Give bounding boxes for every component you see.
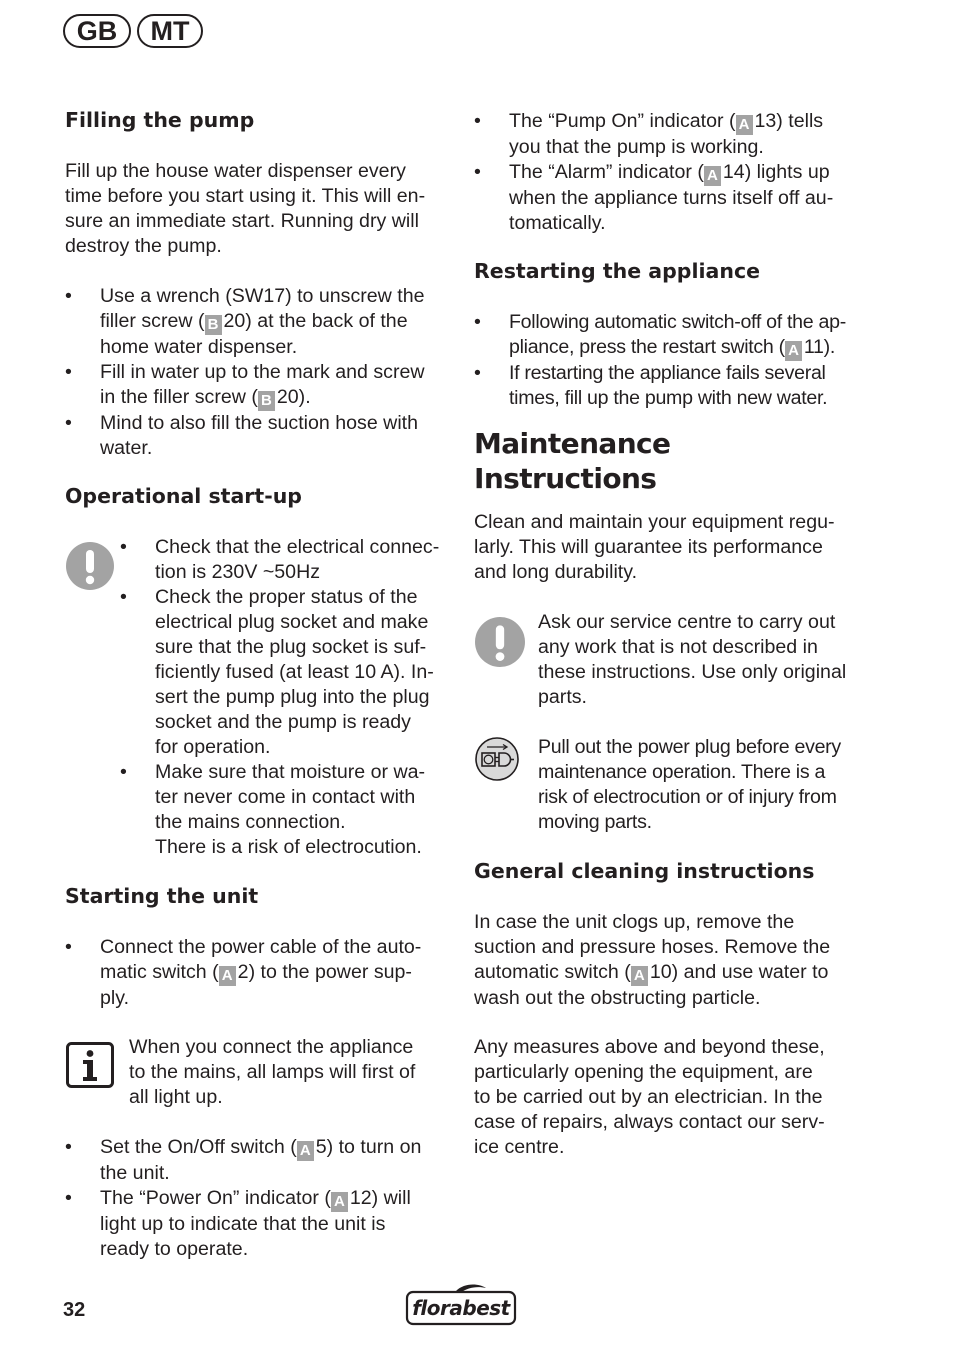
list-item — [65, 360, 455, 411]
unplug-note — [538, 735, 868, 835]
figure-ref-badge: A — [297, 1141, 314, 1161]
list-item — [474, 160, 874, 236]
bullet-glyph: • — [120, 586, 127, 608]
heading-general-cleaning-instructions: General cleaning instructions — [474, 859, 815, 883]
heading-operational-start-up: Operational start-up — [65, 484, 302, 508]
list-item — [120, 535, 455, 585]
operational-bullet-list — [120, 535, 455, 860]
text-line — [474, 960, 874, 986]
list-item — [120, 760, 455, 860]
figure-ref-badge: A — [331, 1192, 348, 1212]
info-icon — [66, 1042, 114, 1088]
text-line: Check that the electrical connec- — [155, 536, 440, 558]
maintenance-title — [474, 426, 670, 496]
bullet-glyph: • — [120, 536, 127, 558]
figure-ref-badge: B — [205, 315, 222, 335]
text-span: matic switch ( — [100, 961, 219, 983]
cleaning-paragraph-1 — [474, 910, 874, 1011]
bullet-glyph: • — [65, 412, 72, 434]
text-line: There is a risk of electrocution. — [155, 836, 422, 858]
text-line: tomatically. — [509, 212, 606, 234]
text-line: for operation. — [155, 736, 271, 758]
text-line: sure an immediate start. Running dry will — [65, 210, 419, 232]
text-line — [509, 335, 874, 361]
text-line: Fill up the house water dispenser every — [65, 160, 406, 182]
text-span: The “Power On” indicator ( — [100, 1187, 331, 1209]
maintenance-paragraph — [474, 510, 874, 585]
text-line: you that the pump is working. — [509, 136, 764, 158]
text-line — [509, 160, 874, 186]
figure-ref-badge: A — [704, 166, 721, 186]
text-line: moving parts. — [538, 811, 652, 833]
text-line: Make sure that moisture or wa- — [155, 761, 426, 783]
text-line: any work that is not described in — [538, 636, 818, 658]
text-span: 5) to turn on — [315, 1136, 422, 1158]
list-item — [474, 109, 874, 160]
florabest-logo — [404, 1282, 518, 1328]
heading-filling-the-pump: Filling the pump — [65, 108, 255, 132]
text-line: Check the proper status of the — [155, 586, 418, 608]
list-item — [65, 411, 455, 461]
text-line: case of repairs, always contact our serv- — [474, 1111, 825, 1133]
bullet-glyph: • — [65, 1187, 72, 1209]
list-item — [65, 1186, 455, 1262]
text-line — [100, 960, 455, 986]
figure-ref-badge: A — [219, 966, 236, 986]
bullet-glyph: • — [65, 936, 72, 958]
text-line: sure that the plug socket is suf- — [155, 636, 427, 658]
heading-starting-the-unit: Starting the unit — [65, 884, 259, 908]
text-span: 13) tells — [754, 110, 824, 132]
heading-restarting-the-appliance: Restarting the appliance — [474, 259, 761, 283]
indicator-bullet-list — [474, 109, 874, 236]
text-line: Mind to also fill the suction hose with — [100, 412, 419, 434]
text-line: light up to indicate that the unit is — [100, 1213, 386, 1235]
text-line: Following automatic switch-off of the ap- — [509, 311, 846, 333]
text-line: Use a wrench (SW17) to unscrew the — [100, 285, 425, 307]
text-line: wash out the obstructing particle. — [474, 987, 761, 1009]
text-span: 20). — [276, 386, 311, 408]
warning-exclamation-icon — [475, 617, 525, 667]
text-span: 12) will — [349, 1187, 411, 1209]
lang-badge-gb: GB — [63, 14, 131, 48]
text-line: tion is 230V ~50Hz — [155, 561, 321, 583]
text-line: ply. — [100, 987, 130, 1009]
text-line: the mains connection. — [155, 811, 346, 833]
text-line: destroy the pump. — [65, 235, 222, 257]
text-span: 2) to the power sup- — [237, 961, 412, 983]
bullet-glyph: • — [474, 110, 481, 132]
text-line: Ask our service centre to carry out — [538, 611, 836, 633]
text-line: water. — [100, 437, 153, 459]
text-line: times, fill up the pump with new water. — [509, 387, 828, 409]
text-span: in the filler screw ( — [100, 386, 258, 408]
text-line: time before you start using it. This will en- — [65, 185, 426, 207]
text-line: Connect the power cable of the auto- — [100, 936, 422, 958]
text-line: all light up. — [129, 1086, 223, 1108]
text-line: to be carried out by an electrician. In the — [474, 1086, 823, 1108]
text-line: ficiently fused (at least 10 A). In- — [155, 661, 434, 683]
restarting-bullet-list — [474, 310, 874, 411]
lang-badge-mt: MT — [137, 14, 203, 48]
bullet-glyph: • — [474, 362, 481, 384]
text-line: maintenance operation. There is a — [538, 761, 826, 783]
text-line: to the mains, all lamps will first of — [129, 1061, 416, 1083]
text-line: ter never come in contact with — [155, 786, 416, 808]
text-line — [100, 1186, 455, 1212]
text-line: these instructions. Use only original — [538, 661, 847, 683]
text-line: parts. — [538, 686, 588, 708]
figure-ref-badge: B — [258, 391, 275, 411]
cleaning-paragraph-2 — [474, 1035, 874, 1160]
text-line: home water dispenser. — [100, 336, 298, 358]
text-line — [100, 1135, 455, 1161]
text-line: Clean and maintain your equipment regu- — [474, 511, 835, 533]
warning-exclamation-icon — [66, 542, 114, 590]
title-line: Instructions — [474, 462, 657, 495]
bullet-glyph: • — [65, 361, 72, 383]
page-number: 32 — [63, 1299, 86, 1321]
text-line — [100, 385, 455, 411]
text-span: 20) at the back of the — [223, 310, 408, 332]
list-item — [474, 310, 874, 361]
text-line: When you connect the appliance — [129, 1036, 414, 1058]
text-span: pliance, press the restart switch ( — [509, 336, 785, 358]
starting-bullet-list — [65, 935, 455, 1011]
text-line: In case the unit clogs up, remove the — [474, 911, 795, 933]
text-span: automatic switch ( — [474, 961, 631, 983]
bullet-glyph: • — [474, 161, 481, 183]
list-item — [65, 284, 455, 360]
text-line: larly. This will guarantee its performance — [474, 536, 823, 558]
text-line: suction and pressure hoses. Remove the — [474, 936, 831, 958]
text-span: 14) lights up — [722, 161, 830, 183]
text-line: If restarting the appliance fails several — [509, 362, 826, 384]
text-line — [100, 309, 455, 335]
text-line: socket and the pump is ready — [155, 711, 411, 733]
bullet-glyph: • — [65, 285, 72, 307]
text-line: particularly opening the equipment, are — [474, 1061, 813, 1083]
text-line: when the appliance turns itself off au- — [509, 187, 834, 209]
unplug-power-icon — [475, 737, 519, 781]
text-line: the unit. — [100, 1162, 170, 1184]
text-line: risk of electrocution or of injury from — [538, 786, 837, 808]
text-line: and long durability. — [474, 561, 638, 583]
logo-text: florabest — [412, 1296, 510, 1320]
figure-ref-badge: A — [736, 115, 753, 135]
text-span: filler screw ( — [100, 310, 205, 332]
bullet-glyph: • — [65, 1136, 72, 1158]
text-span: The “Pump On” indicator ( — [509, 110, 736, 132]
list-item — [474, 361, 874, 411]
text-line: electrical plug socket and make — [155, 611, 429, 633]
filling-paragraph — [65, 159, 455, 259]
text-span: 11). — [803, 336, 836, 358]
list-item — [120, 585, 455, 760]
title-line: Maintenance — [474, 427, 671, 460]
text-line: Any measures above and beyond these, — [474, 1036, 825, 1058]
starting-bullet-list-2 — [65, 1135, 455, 1262]
text-line — [509, 109, 874, 135]
list-item — [65, 935, 455, 1011]
bullet-glyph: • — [474, 311, 481, 333]
list-item — [65, 1135, 455, 1186]
text-span: The “Alarm” indicator ( — [509, 161, 704, 183]
text-line: Pull out the power plug before every — [538, 736, 841, 758]
text-line: sert the pump plug into the plug — [155, 686, 430, 708]
figure-ref-badge: A — [785, 341, 802, 361]
text-span: Set the On/Off switch ( — [100, 1136, 297, 1158]
text-span: 10) and use water to — [649, 961, 829, 983]
info-note — [129, 1035, 459, 1110]
figure-ref-badge: A — [631, 966, 648, 986]
bullet-glyph: • — [120, 761, 127, 783]
warning-note — [538, 610, 868, 710]
filling-bullet-list — [65, 284, 455, 461]
text-line: Fill in water up to the mark and screw — [100, 361, 425, 383]
text-line: ready to operate. — [100, 1238, 249, 1260]
text-line: ice centre. — [474, 1136, 565, 1158]
